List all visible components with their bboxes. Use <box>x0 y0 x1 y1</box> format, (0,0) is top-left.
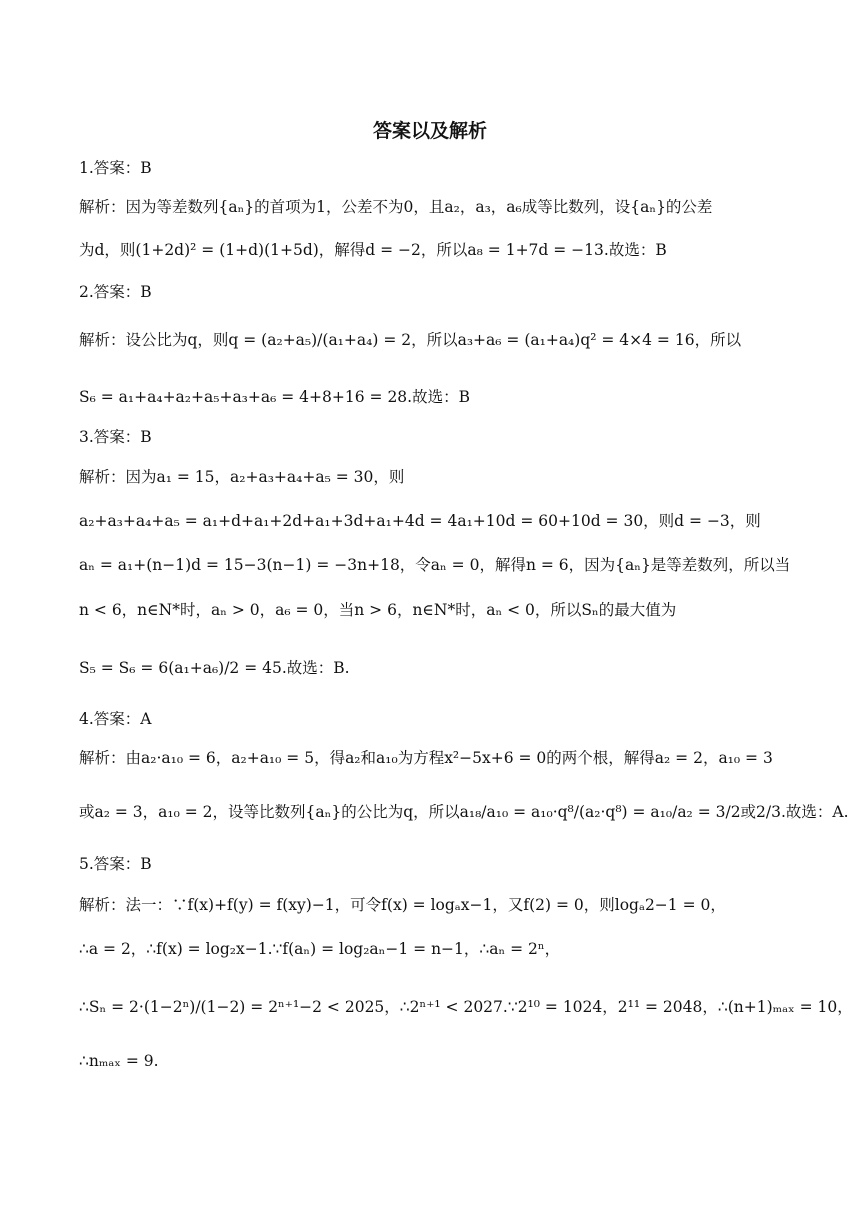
q3-line-2: a₂+a₃+a₄+a₅ = a₁+d+a₁+2d+a₁+3d+a₁+4d = 4a₁+10d = 60+10d = 30，则d = −3，则 <box>79 512 761 530</box>
q3-line-3: aₙ = a₁+(n−1)d = 15−3(n−1) = −3n+18，令aₙ = 0，解得n = 6，因为{aₙ}是等差数列，所以当 <box>79 556 791 574</box>
q4-answer: 4.答案：A <box>79 710 152 728</box>
q3-answer: 3.答案：B <box>79 428 152 446</box>
q4-line-2: 或a₂ = 3，a₁₀ = 2，设等比数列{aₙ}的公比为q，所以a₁₈/a₁₀ = a₁₀·q⁸/(a₂·q⁸) = a₁₀/a₂ = 3/2或2/3.故选：A. <box>79 803 849 821</box>
q4-line-1: 解析：由a₂·a₁₀ = 6，a₂+a₁₀ = 5，得a₂和a₁₀为方程x²−5x+6 = 0的两个根，解得a₂ = 2，a₁₀ = 3 <box>79 749 773 767</box>
q5-line-2: ∴a = 2，∴f(x) = log₂x−1.∵f(aₙ) = log₂aₙ−1 = n−1，∴aₙ = 2ⁿ， <box>79 940 561 958</box>
q2-line-2: S₆ = a₁+a₄+a₂+a₅+a₃+a₆ = 4+8+16 = 28.故选：B <box>79 388 470 406</box>
q5-line-3: ∴Sₙ = 2·(1−2ⁿ)/(1−2) = 2ⁿ⁺¹−2 < 2025，∴2ⁿ⁺¹ < 2027.∵2¹⁰ = 1024，2¹¹ = 2048，∴(n+1)ₘₐₓ = 10， <box>79 998 853 1016</box>
q3-line-5: S₅ = S₆ = 6(a₁+a₆)/2 = 45.故选：B. <box>79 659 350 677</box>
q3-line-4: n < 6，n∈N*时，aₙ > 0，a₆ = 0，当n > 6，n∈N*时，aₙ < 0，所以Sₙ的最大值为 <box>79 601 677 619</box>
q1-answer: 1.答案：B <box>79 159 152 177</box>
q5-answer: 5.答案：B <box>79 855 152 873</box>
page-title: 答案以及解析 <box>372 120 487 142</box>
q2-answer: 2.答案：B <box>79 283 152 301</box>
q5-line-4: ∴nₘₐₓ = 9. <box>79 1052 159 1070</box>
q2-line-1: 解析：设公比为q，则q = (a₂+a₅)/(a₁+a₄) = 2，所以a₃+a₆ = (a₁+a₄)q² = 4×4 = 16，所以 <box>79 331 742 349</box>
q1-line-2: 为d，则(1+2d)² = (1+d)(1+5d)，解得d = −2，所以a₈ = 1+7d = −13.故选：B <box>79 241 667 259</box>
q5-line-1: 解析：法一：∵f(x)+f(y) = f(xy)−1，可令f(x) = logₐx−1，又f(2) = 0，则logₐ2−1 = 0， <box>79 896 726 914</box>
q1-line-1: 解析：因为等差数列{aₙ}的首项为1，公差不为0，且a₂，a₃，a₆成等比数列，设{aₙ}的公差 <box>79 198 713 216</box>
q3-line-1: 解析：因为a₁ = 15，a₂+a₃+a₄+a₅ = 30，则 <box>79 468 405 486</box>
